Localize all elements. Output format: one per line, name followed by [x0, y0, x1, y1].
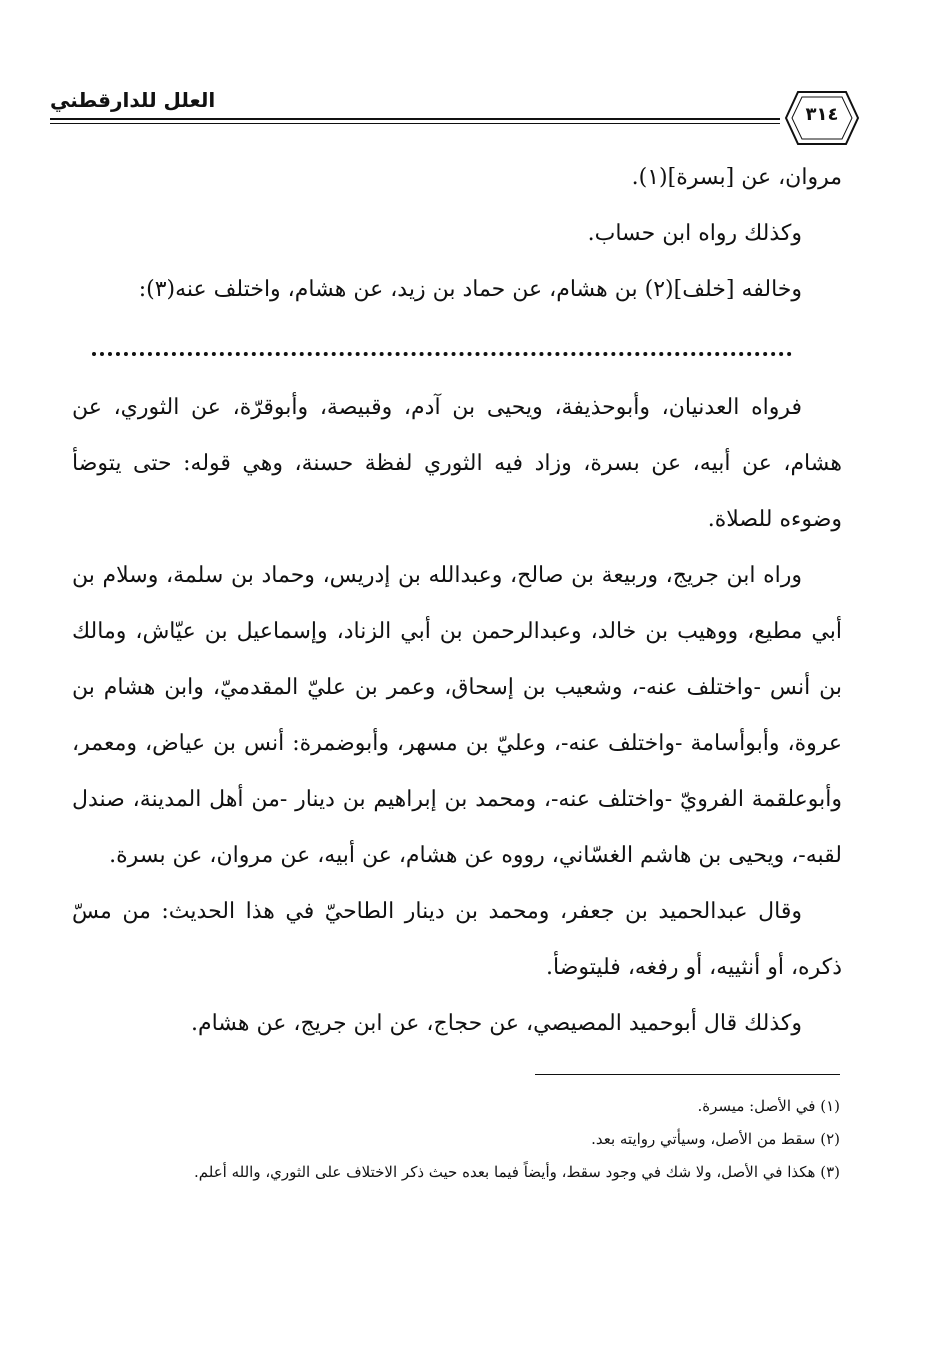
footnote: (٣) هكذا في الأصل، ولا شك في وجود سقط، وأيضاً فيما بعده حيث ذكر الاختلاف على الثوري، والله أعلم.: [193, 1163, 840, 1181]
paragraph: وراه ابن جريج، وربيعة بن صالح، وعبدالله بن إدريس، وحماد بن سلمة، وسلام بن أبي مطيع، ووهيب بن خالد، وعبدالرحمن بن أبي الزناد، وإسماعيل بن عيّاش، ومالك بن أنس -واختلف عنه-، وشعيب بن إسحاق، وعمر بن عليّ المقدميّ، وابن هشام بن عروة، وأبوأسامة -واختلف عنه-، وعليّ بن مسهر، وأبوضمرة: أنس بن عياض، ومعمر، وأبوعلقمة الفرويّ -واختلف عنه-، ومحمد بن إبراهيم بن دينار -من أهل المدينة، صندل لقبه-، ويحيى بن هاشم الغسّاني، رووه عن هشام، عن أبيه، عن مروان، عن بسرة.: [72, 563, 842, 868]
paragraph: وقال عبدالحميد بن جعفر، ومحمد بن دينار الطاحيّ في هذا الحديث: من مسّ ذكره، أو أنثييه، أو رفغه، فليتوضأ.: [72, 899, 842, 980]
footnote-rule: [535, 1074, 840, 1075]
dotted-separator: [92, 328, 792, 356]
paragraph: وكذلك رواه ابن حساب.: [587, 221, 802, 246]
paragraph: فرواه العدنيان، وأبوحذيفة، ويحيى بن آدم، وقبيصة، وأبوقرّة، عن الثوري، عن هشام، عن أبيه، عن بسرة، وزاد فيه الثوري لفظة حسنة، وهي قوله: حتى يتوضأ وضوءه للصلاة.: [72, 395, 842, 532]
page-number: ٣١٤: [805, 104, 839, 125]
paragraph: وخالفه [خلف](٢) بن هشام، عن حماد بن زيد، عن هشام، واختلف عنه(٣):: [138, 277, 802, 302]
footnote: (٢) سقط من الأصل، وسيأتي روايته بعد.: [591, 1130, 840, 1148]
paragraph: مروان، عن [بسرة](١).: [631, 165, 842, 190]
page-header: [50, 80, 860, 150]
running-title: العلل للدارقطني: [50, 88, 216, 112]
header-rule-thin: [50, 123, 780, 124]
main-text: [72, 150, 842, 1052]
paragraph: وكذلك قال أبوحميد المصيصي، عن حجاج، عن ابن جريج، عن هشام.: [190, 1011, 802, 1036]
header-rule: [50, 118, 780, 120]
page-number-badge: [784, 88, 860, 148]
footnote: (١) في الأصل: ميسرة.: [697, 1097, 840, 1115]
footnotes: [90, 1090, 840, 1189]
